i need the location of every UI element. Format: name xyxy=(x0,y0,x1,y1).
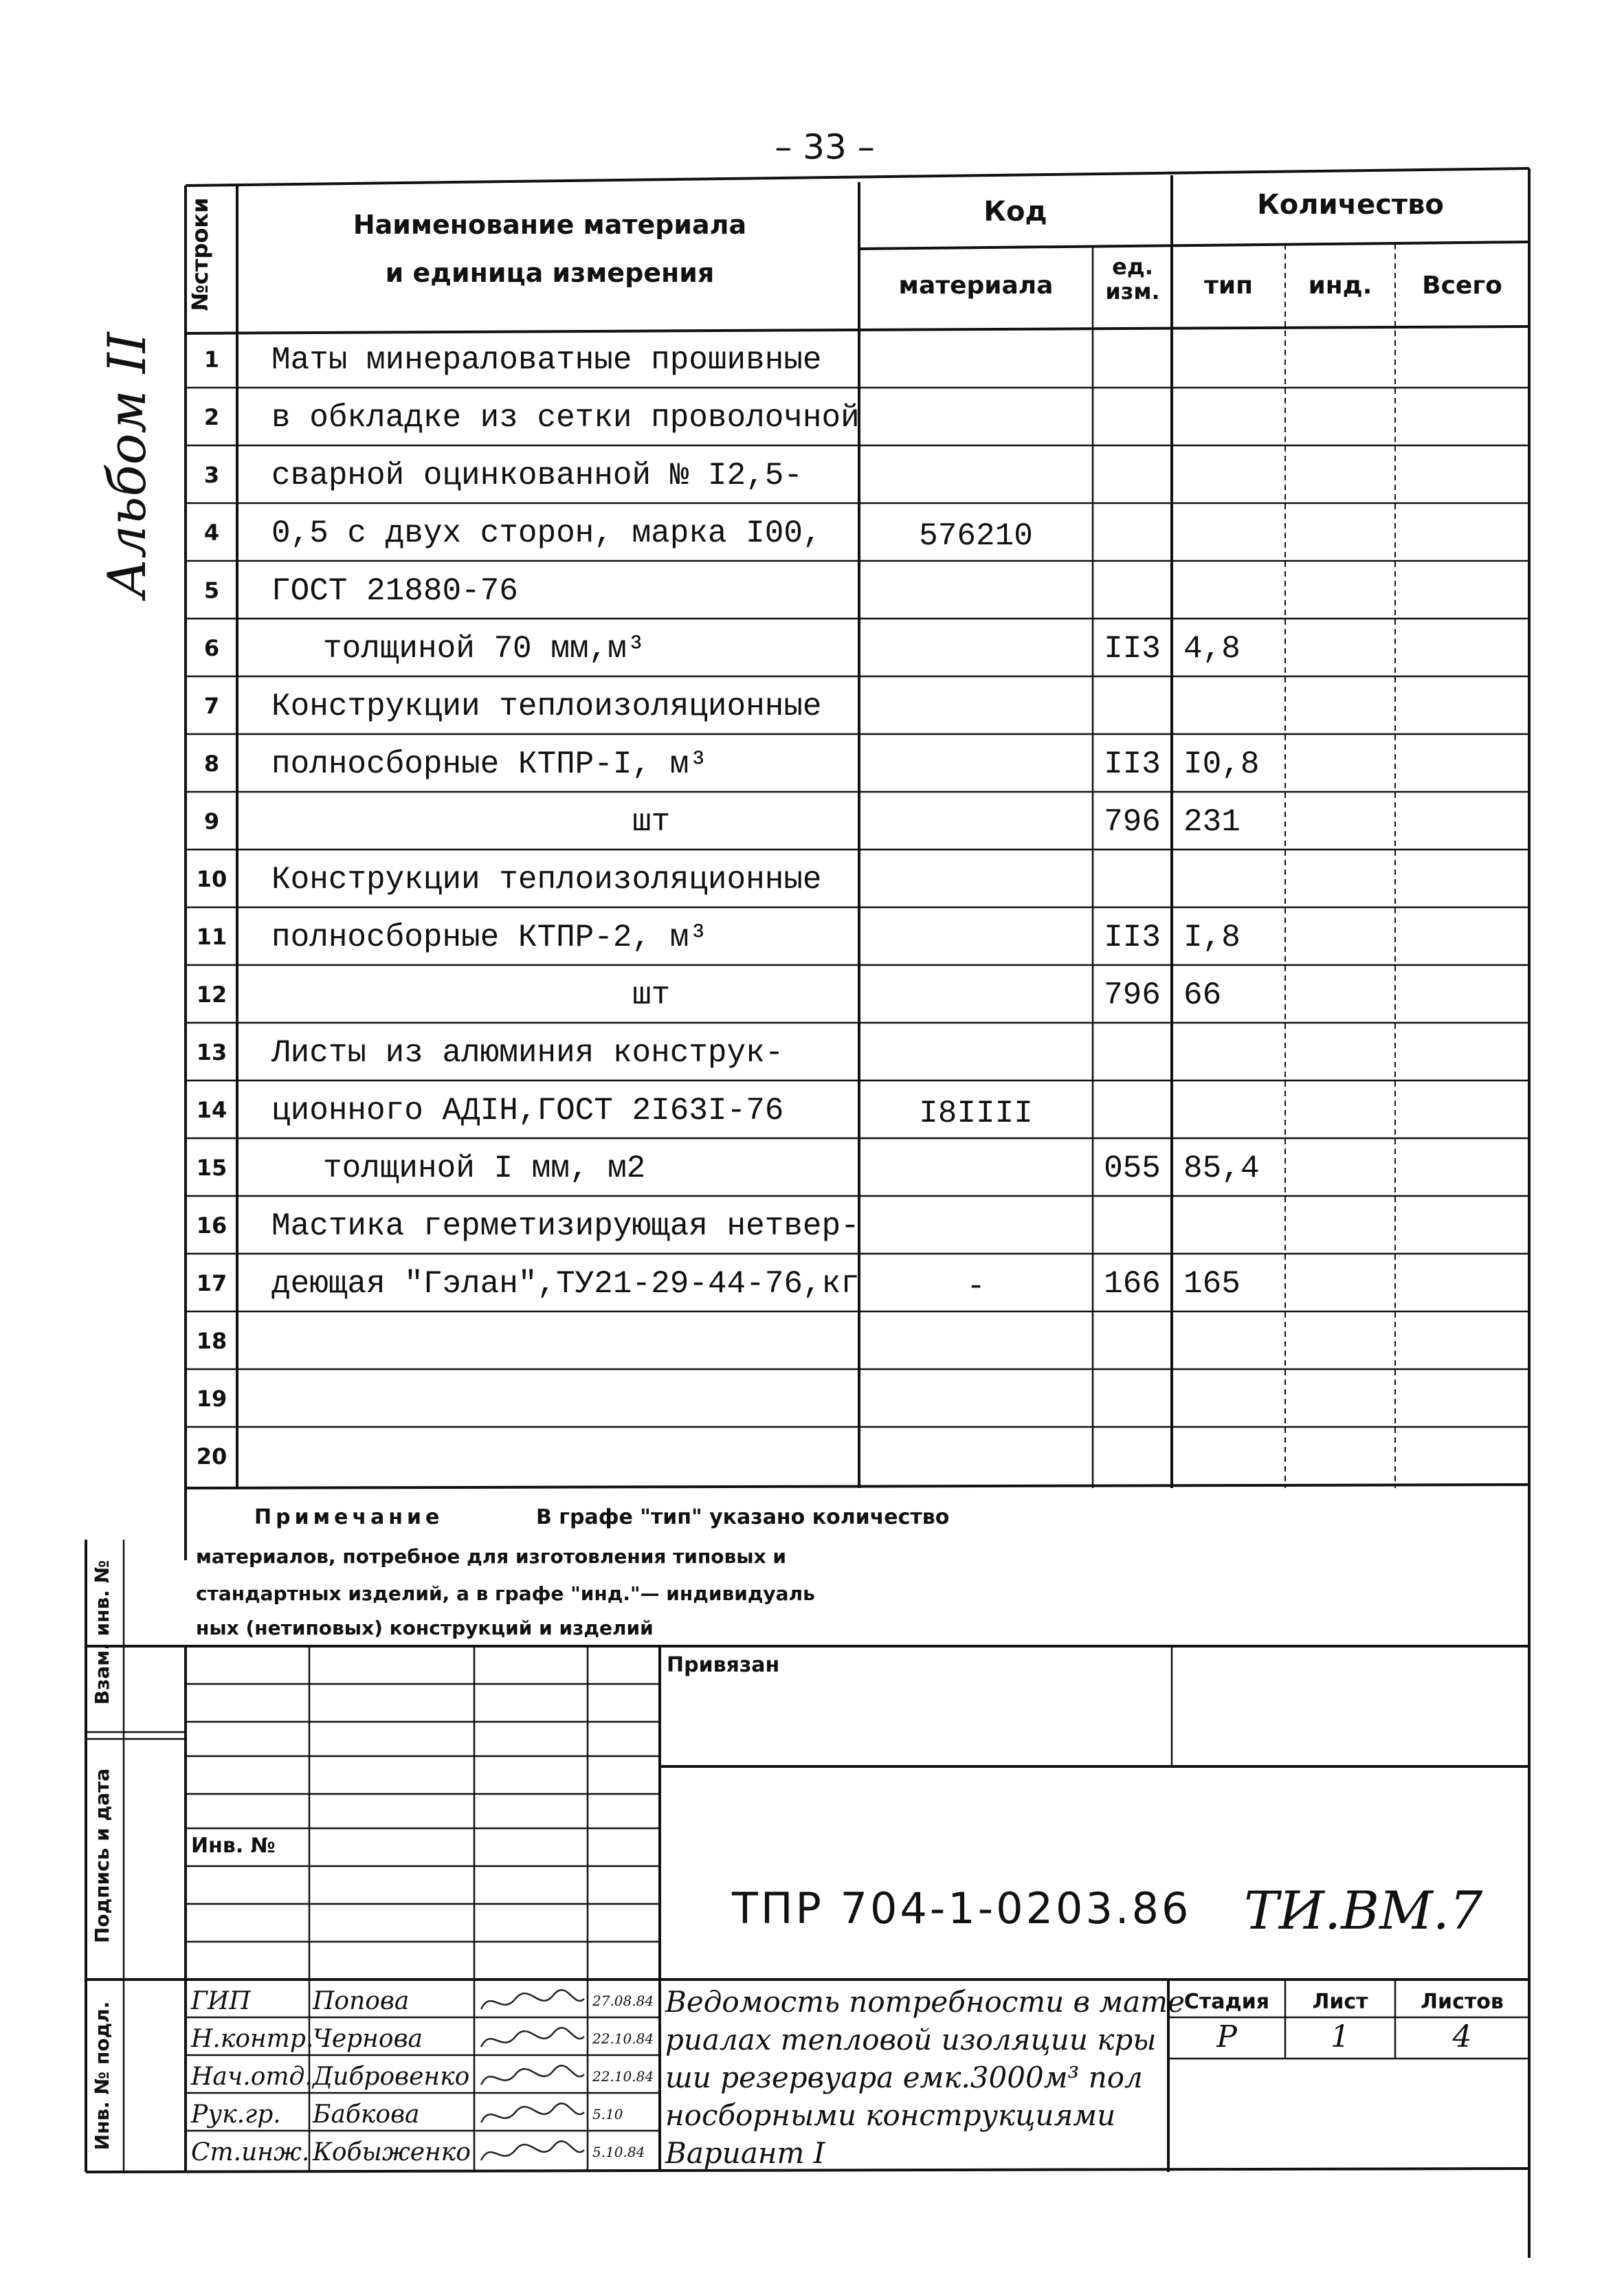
side-label-inv-orig: Инв. № подл. xyxy=(91,2001,113,2151)
page-number: – 33 – xyxy=(775,127,875,167)
material-name: ГОСТ 21880-76 xyxy=(271,573,518,609)
qty-type: 231 xyxy=(1183,804,1241,840)
side-label-inv-no: Взам. инв. № xyxy=(91,1560,113,1705)
stamp-date: 22.10.84 xyxy=(592,2068,654,2085)
material-name: полносборные КТПР-I, м³ xyxy=(271,746,708,782)
unit-code: 055 xyxy=(1104,1151,1161,1186)
stamp-role: Рук.гр. xyxy=(191,2100,281,2129)
material-name: в обкладке из сетки проволочной xyxy=(271,400,860,436)
row-number: 7 xyxy=(203,693,220,719)
row-number: 4 xyxy=(203,520,220,546)
signature-icon xyxy=(478,2023,588,2057)
sheet-title xyxy=(665,1983,1185,2172)
document-mark: ТИ.ВМ.7 xyxy=(1244,1880,1483,1941)
inv-no-label: Инв. № xyxy=(191,1834,276,1858)
stage-label: Стадия xyxy=(1183,1990,1270,2014)
stamp-name: Попова xyxy=(313,1987,410,2015)
material-code: - xyxy=(966,1269,986,1305)
stamp-role: Нач.отд. xyxy=(191,2063,313,2091)
note-line1: В графе "тип" указано количество xyxy=(536,1505,950,1529)
stamp-name: Кобыженко xyxy=(313,2138,471,2166)
stamp-name: Бабкова xyxy=(313,2100,420,2129)
row-number: 16 xyxy=(196,1212,227,1239)
row-number: 6 xyxy=(203,635,220,661)
material-name: сварной оцинкованной № I2,5- xyxy=(271,458,803,494)
unit-code: 796 xyxy=(1104,977,1161,1013)
stamp-role: Н.контр. xyxy=(191,2025,314,2053)
material-name: толщиной I мм, м2 xyxy=(323,1151,646,1186)
signature-icon xyxy=(478,2136,588,2171)
header-name-line2: и единица измерения xyxy=(385,258,715,288)
material-code: 576210 xyxy=(919,518,1033,554)
unit-code: II3 xyxy=(1104,631,1161,667)
header-code: Код xyxy=(983,196,1047,228)
material-name: 0,5 с двух сторон, марка I00, xyxy=(271,515,822,551)
material-name: шт xyxy=(632,804,671,840)
material-name: Мастика герметизирующая нетвер- xyxy=(271,1208,860,1244)
note-title: Примечание xyxy=(254,1505,444,1529)
sheet-title-line: риалах тепловой изоляции кры xyxy=(665,2023,1157,2056)
stage-value: Р xyxy=(1216,2019,1237,2054)
stamp-date: 5.10.84 xyxy=(592,2144,645,2160)
unit-code: II3 xyxy=(1104,920,1161,955)
row-number: 11 xyxy=(196,924,227,950)
material-name: полносборные КТПР-2, м³ xyxy=(271,920,708,955)
stamp-date: 22.10.84 xyxy=(592,2030,654,2047)
sheet-title-line: Ведомость потребности в мате xyxy=(665,1985,1185,2019)
header-qty-ind: инд. xyxy=(1308,271,1372,300)
sheet-value: 1 xyxy=(1331,2019,1350,2054)
album-label: Альбом II xyxy=(96,332,157,598)
sheets-label: Листов xyxy=(1421,1990,1504,2014)
row-number: 2 xyxy=(203,404,220,430)
row-number: 5 xyxy=(203,577,220,603)
row-number: 14 xyxy=(196,1097,227,1123)
row-number: 17 xyxy=(196,1270,227,1296)
note-line4: ных (нетиповых) конструкций и изделий xyxy=(196,1617,654,1639)
qty-type: 66 xyxy=(1183,977,1222,1013)
header-qty-type: тип xyxy=(1204,271,1253,300)
sheet-title-line: ши резервуара емк.3000м³ пол xyxy=(665,2061,1143,2094)
qty-type: I,8 xyxy=(1183,920,1241,955)
stamp-role: Ст.инж. xyxy=(191,2138,310,2166)
header-row-no: №строки xyxy=(187,197,213,311)
unit-code: II3 xyxy=(1104,746,1161,782)
row-number: 20 xyxy=(196,1443,227,1470)
stamp-date: 5.10 xyxy=(592,2106,623,2122)
unit-code: 166 xyxy=(1104,1266,1161,1302)
row-number: 19 xyxy=(196,1386,227,1412)
row-number: 12 xyxy=(196,982,227,1008)
stamp-role: ГИП xyxy=(191,1987,251,2015)
row-number: 18 xyxy=(196,1328,227,1354)
row-number: 8 xyxy=(203,751,220,777)
signature-icon xyxy=(478,1985,588,2019)
material-name: деющая "Гэлан",ТУ21-29-44-76,кг xyxy=(271,1266,860,1302)
header-quantity: Количество xyxy=(1257,189,1444,221)
note-line2: материалов, потребное для изготовления типовых и xyxy=(196,1545,786,1568)
stamp-name: Дибровенко xyxy=(313,2063,470,2091)
sheets-value: 4 xyxy=(1452,2019,1472,2054)
row-number: 10 xyxy=(196,866,227,892)
header-qty-total: Всего xyxy=(1422,271,1502,300)
qty-type: I0,8 xyxy=(1183,746,1260,782)
row-number: 1 xyxy=(203,346,220,373)
header-name-line1: Наименование материала xyxy=(353,210,747,240)
document-code: ТПР 704-1-0203.86 xyxy=(732,1883,1192,1933)
sheet-title-line: носборными конструкциями xyxy=(665,2098,1116,2132)
material-name: Конструкции теплоизоляционные xyxy=(271,862,822,898)
side-label-sign-date: Подпись и дата xyxy=(91,1768,113,1944)
material-name: Конструкции теплоизоляционные xyxy=(271,689,822,724)
material-code: I8IIII xyxy=(919,1096,1033,1131)
material-name: толщиной 70 мм,м³ xyxy=(323,631,646,667)
signature-icon xyxy=(478,2061,588,2095)
material-name: ционного АДIН,ГОСТ 2I63I-76 xyxy=(271,1093,784,1129)
signature-icon xyxy=(478,2098,588,2133)
unit-code: 796 xyxy=(1104,804,1161,840)
header-code-material: материала xyxy=(898,271,1054,300)
qty-type: 4,8 xyxy=(1183,631,1241,667)
qty-type: 85,4 xyxy=(1183,1151,1260,1186)
material-name: шт xyxy=(632,977,671,1013)
material-name: Маты минераловатные прошивные xyxy=(271,342,822,378)
stamp-date: 27.08.84 xyxy=(592,1993,654,2009)
row-number: 13 xyxy=(196,1039,227,1065)
header-code-unit: ед. изм. xyxy=(1105,254,1160,304)
qty-type: 165 xyxy=(1183,1266,1241,1302)
row-number: 3 xyxy=(203,462,220,488)
sheet-title-line: Вариант I xyxy=(665,2136,825,2170)
row-number: 9 xyxy=(203,808,220,834)
stamp-name: Чернова xyxy=(313,2025,423,2053)
row-number: 15 xyxy=(196,1155,227,1181)
privyazan-label: Привязан xyxy=(667,1653,780,1677)
note-line3: стандартных изделий, а в графе "инд."— индивидуаль xyxy=(196,1582,815,1605)
sheet-label: Лист xyxy=(1312,1990,1368,2014)
material-name: Листы из алюминия конструк- xyxy=(271,1035,784,1071)
